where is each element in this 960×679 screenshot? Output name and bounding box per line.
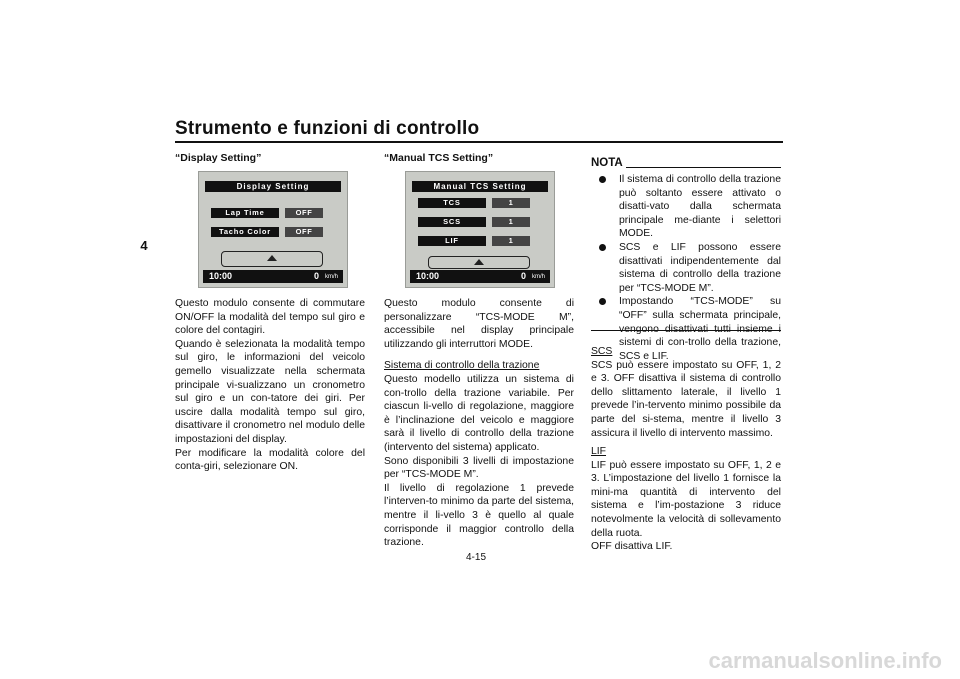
scs-text: SCS può essere impostato su OFF, 1, 2 e 3. OFF disattiva il sistema di controllo dello slittamento laterale, il livello 1 prevede l’in-tervento minimo possibile da parte del si-stema, mentre il livello 3 assicura il livello di intervento massimo. [591,359,781,439]
lif-value: 1 [492,236,530,246]
bullet-text: Il sistema di controllo della trazione può soltanto essere attivato o disatti-vato dalla schermata principale me-diante i selettori MODE. [619,174,781,240]
clock: 10:00 [416,271,440,281]
paragraph: Quando è selezionata la modalità tempo sul giro, le informazioni del veicolo gemello visualizzate nella schermata principale vi-sualizzano un cronometro sul giro e un con-tatore dei giri. Per uscire dalla modalità tempo sul giro, disattivare il cronometro nel modulo delle impostazioni del display. [175,338,365,445]
manual-tcs-text [384,297,574,550]
bullet-icon [599,244,606,251]
paragraph: Questo modulo consente di commutare ON/OFF la modalità del tempo sul giro e colore del contagiri. [175,298,365,337]
speed: 0 [520,271,526,281]
nota-bullets [591,173,781,363]
lif-text: LIF può essere impostato su OFF, 1, 2 e 3. L’impostazione del livello 1 fornisce la mini-ma quantità di intervento del sistema e l’im-postazione 3 riduce notevolmente la velocità di sollevamento della ruota. [591,459,781,539]
tcs-label: TCS [418,198,486,208]
screen-footer [410,270,550,283]
scroll-up-box [221,251,323,267]
speed-unit: km/h [531,274,545,280]
tcs-value: 1 [492,198,530,208]
title-rule [175,141,783,143]
paragraph: Questo modello utilizza un sistema di con-trollo della trazione variabile. Per ciascun li-vello di regolazione, maggiore è l’inclinazione del veicolo e maggiore sarà il livello di controllo della trazione (intervento del sistema) applicato. [384,373,574,453]
tacho-color-value: OFF [285,227,323,237]
lif-heading: LIF [591,446,607,457]
paragraph: Il livello di regolazione 1 prevede l’interven-to minimo da parte del sistema, mentre il li-vello 3 è quello al quale corrisponde il maggior controllo della trazione. [384,482,574,549]
bullet-text: SCS e LIF possono essere disattivati indipendentemente dal sistema di controllo della trazione per “TCS-MODE M”. [619,241,781,294]
traction-control-subheading: Sistema di controllo della trazione [384,360,540,372]
bullet-icon [599,298,606,305]
scs-label: SCS [418,217,486,227]
intro-paragraph: Questo modulo consente di personalizzare “TCS-MODE M”, accessibile nel display principale utilizzando gli interruttori MODE. [384,298,574,350]
scs-heading: SCS [591,346,613,357]
lif-label: LIF [418,236,486,246]
display-setting-heading: “Display Setting” [175,152,262,164]
scs-section [591,345,781,440]
lap-time-value: OFF [285,208,323,218]
lif-section [591,445,781,554]
manual-tcs-heading: “Manual TCS Setting” [384,152,494,164]
nota-bullet [597,173,781,241]
bullet-icon [599,176,606,183]
watermark: carmanualsonline.info [708,648,942,673]
bullet-text: Impostando “TCS-MODE” su “OFF” sulla schermata principale, sistemi di con-trollo della trazione, SCS e LIF. [619,296,781,362]
clock: 10:00 [209,271,233,281]
nota-end-rule [591,330,781,331]
speed: 0 [313,271,319,281]
paragraph: Sono disponibili 3 livelli di impostazione per “TCS-MODE M”. [384,455,574,481]
nota-rule [626,167,781,168]
screen-header: Display Setting [205,181,341,192]
display-setting-screen [198,171,348,288]
lap-time-label: Lap Time [211,208,279,218]
tacho-color-label: Tacho Color [211,227,279,237]
paragraph: Per modificare la modalità colore del conta-giri, selezionare ON. [175,447,365,473]
scroll-up-box [428,256,530,269]
lif-text: OFF disattiva LIF. [591,541,673,553]
up-arrow-icon [474,259,484,265]
display-setting-text [175,297,365,474]
screen-header: Manual TCS Setting [412,181,548,192]
nota-bullet [597,241,781,295]
chapter-number: 4 [140,238,148,253]
page-number: 4-15 [466,552,487,563]
manual-tcs-screen [405,171,555,288]
page-title: Strumento e funzioni di controllo [175,118,480,139]
nota-title: NOTA [591,157,623,169]
screen-footer [203,270,343,283]
speed-unit: km/h [324,274,338,280]
up-arrow-icon [267,255,277,261]
scs-value: 1 [492,217,530,227]
